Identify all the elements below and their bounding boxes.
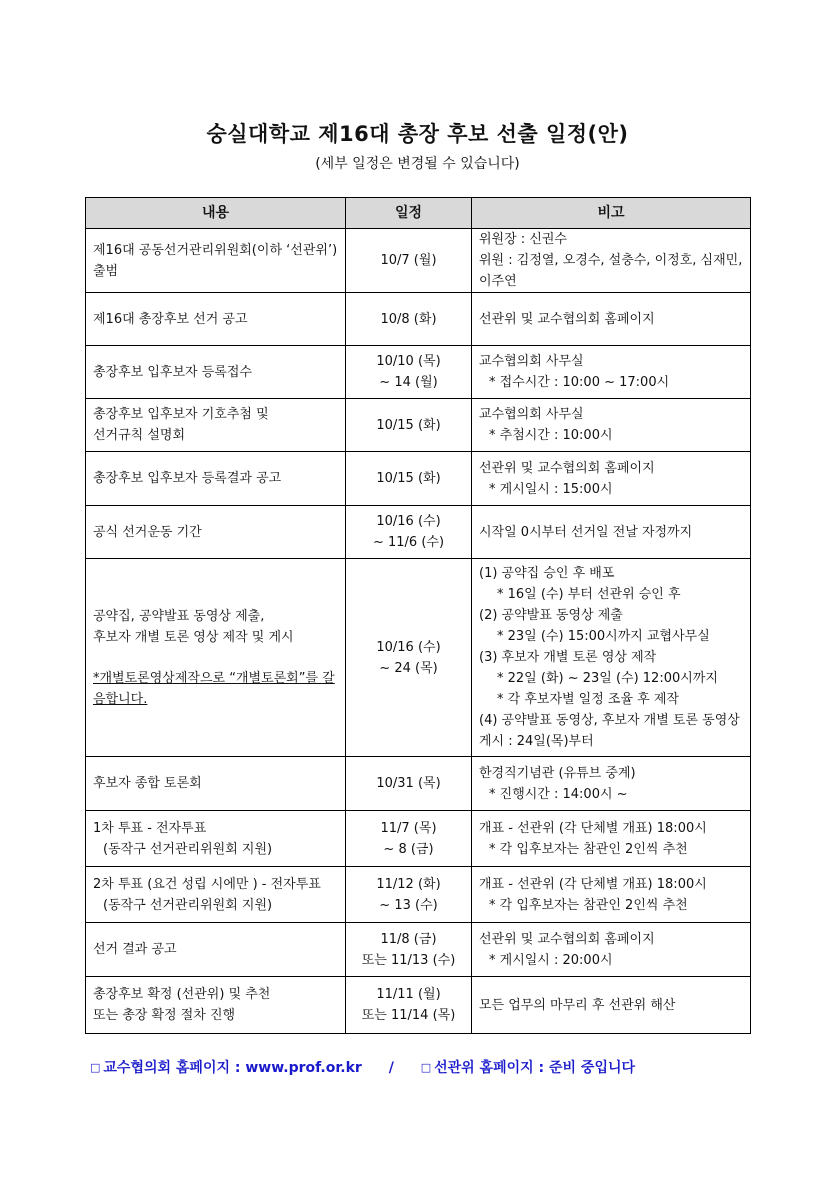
note-line: * 22일 (화) ~ 23일 (수) 12:00시까지 xyxy=(497,671,718,686)
table-row xyxy=(86,399,751,452)
table-row xyxy=(86,293,751,346)
row-content xyxy=(86,559,346,757)
content-line: 총장후보 입후보자 기호추첨 및 xyxy=(93,407,269,422)
date-line: 또는 11/14 (목) xyxy=(361,1008,456,1023)
row-date xyxy=(346,399,472,452)
committee-homepage-text: 선관위 홈페이지 : 준비 중입니다 xyxy=(434,1060,636,1076)
content-line: 총장후보 입후보자 등록결과 공고 xyxy=(93,471,282,486)
date-line: 11/11 (월) xyxy=(376,987,441,1002)
row-date xyxy=(346,559,472,757)
note-line: * 16일 (수) 부터 선관위 승인 후 xyxy=(497,587,681,602)
row-date xyxy=(346,977,472,1034)
row-note xyxy=(472,867,751,923)
table-row xyxy=(86,811,751,867)
row-content xyxy=(86,293,346,346)
note-line: 선관위 및 교수협의회 홈페이지 xyxy=(479,311,655,327)
row-note xyxy=(472,559,751,757)
row-note xyxy=(472,229,751,293)
date-line: 10/8 (화) xyxy=(380,311,437,327)
footer-separator: / xyxy=(388,1060,394,1076)
date-line: 10/10 (목) xyxy=(376,354,441,369)
table-row xyxy=(86,229,751,293)
content-line: 또는 총장 확정 절차 진행 xyxy=(93,1008,236,1023)
square-bullet-icon: □ xyxy=(90,1061,101,1074)
row-date xyxy=(346,757,472,811)
date-line: ~ 24 (목) xyxy=(379,660,438,676)
row-note xyxy=(472,399,751,452)
prof-homepage-link[interactable]: 교수협의회 홈페이지 : www.prof.or.kr xyxy=(103,1060,362,1076)
row-note xyxy=(472,977,751,1034)
date-line: 10/16 (수) xyxy=(376,514,441,529)
note-line: * 각 입후보자는 참관인 2인씩 추천 xyxy=(489,841,688,857)
note-line: 모든 업무의 마무리 후 선관위 해산 xyxy=(479,997,676,1013)
note-line: 위원 : 김정열, 오경수, 설충수, 이정호, 심재민, 이주연 xyxy=(479,253,743,289)
row-date xyxy=(346,867,472,923)
row-content xyxy=(86,229,346,293)
note-line: * 게시일시 : 20:00시 xyxy=(489,952,613,968)
note-line: 선관위 및 교수협의회 홈페이지 xyxy=(479,931,655,947)
footer-links xyxy=(90,1057,635,1077)
content-line: 1차 투표 - 전자투표 xyxy=(93,820,207,836)
table-row xyxy=(86,506,751,559)
square-bullet-icon: □ xyxy=(420,1061,432,1074)
content-line: 선거규칙 설명회 xyxy=(93,428,186,443)
note-line: * 접수시간 : 10:00 ~ 17:00시 xyxy=(489,375,670,390)
document-subtitle: (세부 일정은 변경될 수 있습니다) xyxy=(315,156,520,172)
date-line: 10/16 (수) xyxy=(376,639,441,655)
date-line: ~ 14 (월) xyxy=(379,375,438,390)
row-content xyxy=(86,757,346,811)
note-line: (4) 공약발표 동영상, 후보자 개별 토론 동영상 게시 : 24일(목)부터 xyxy=(479,713,740,749)
note-line: * 각 입후보자는 참관인 2인씩 추천 xyxy=(489,897,688,913)
date-line: 10/15 (화) xyxy=(376,471,441,486)
note-line: * 23일 (수) 15:00시까지 교협사무실 xyxy=(497,629,710,644)
row-note xyxy=(472,811,751,867)
content-line: 공약집, 공약발표 동영상 제출, xyxy=(93,608,265,624)
row-date xyxy=(346,811,472,867)
note-line: 개표 - 선관위 (각 단체별 개표) 18:00시 xyxy=(479,820,707,836)
note-line: 시작일 0시부터 선거일 전날 자정까지 xyxy=(479,524,693,540)
note-line: 교수협의회 사무실 xyxy=(479,354,584,369)
content-line: 후보자 종합 토론회 xyxy=(93,776,202,791)
row-note xyxy=(472,346,751,399)
note-line: 교수협의회 사무실 xyxy=(479,407,584,422)
note-line: 개표 - 선관위 (각 단체별 개표) 18:00시 xyxy=(479,876,707,892)
table-row xyxy=(86,867,751,923)
table-row xyxy=(86,923,751,977)
row-note xyxy=(472,923,751,977)
row-date xyxy=(346,229,472,293)
date-line: 10/7 (월) xyxy=(380,253,437,268)
table-header-row xyxy=(86,198,751,229)
row-content xyxy=(86,506,346,559)
note-line: (2) 공약발표 동영상 제출 xyxy=(479,608,623,623)
note-line: 선관위 및 교수협의회 홈페이지 xyxy=(479,460,655,476)
header-content: 내용 xyxy=(86,198,346,229)
date-line: ~ 8 (금) xyxy=(383,841,434,857)
note-line: 위원장 : 신권수 xyxy=(479,232,567,247)
schedule-table xyxy=(85,197,751,1034)
date-line: 10/15 (화) xyxy=(376,417,441,433)
date-line: 10/31 (목) xyxy=(376,776,441,791)
content-line: 선거 결과 공고 xyxy=(93,942,177,957)
date-line: ~ 11/6 (수) xyxy=(372,535,445,550)
content-line: (동작구 선거관리위원회 지원) xyxy=(103,897,273,913)
content-line: 2차 투표 (요건 성립 시에만 ) - 전자투표 xyxy=(93,876,321,892)
note-line: * 진행시간 : 14:00시 ~ xyxy=(489,786,628,802)
note-line: (3) 후보자 개별 토론 영상 제작 xyxy=(479,650,657,665)
content-note: *개별토론영상제작으로 “개별토론회”를 갈음합니다. xyxy=(93,670,335,707)
row-content xyxy=(86,346,346,399)
content-line: 후보자 개별 토론 영상 제작 및 게시 xyxy=(93,629,294,645)
row-date xyxy=(346,923,472,977)
table-row xyxy=(86,452,751,506)
note-line: (1) 공약집 승인 후 배포 xyxy=(479,566,615,581)
row-date xyxy=(346,506,472,559)
date-line: ~ 13 (수) xyxy=(379,897,438,913)
row-note xyxy=(472,293,751,346)
table-row xyxy=(86,757,751,811)
date-line: 11/12 (화) xyxy=(376,876,441,892)
content-line: (동작구 선거관리위원회 지원) xyxy=(103,841,273,857)
row-note xyxy=(472,506,751,559)
content-line: 공식 선거운동 기간 xyxy=(93,524,202,540)
row-content xyxy=(86,923,346,977)
content-line: 총장후보 입후보자 등록접수 xyxy=(93,364,252,380)
document-title: 숭실대학교 제16대 총장 후보 선출 일정(안) xyxy=(206,122,629,146)
row-content xyxy=(86,452,346,506)
date-line: 11/7 (목) xyxy=(380,820,437,836)
content-line: 총장후보 확정 (선관위) 및 추천 xyxy=(93,987,271,1002)
row-content xyxy=(86,867,346,923)
row-content xyxy=(86,977,346,1034)
row-content xyxy=(86,811,346,867)
table-row xyxy=(86,346,751,399)
row-note xyxy=(472,757,751,811)
header-date: 일정 xyxy=(346,198,472,229)
row-content xyxy=(86,399,346,452)
date-line: 또는 11/13 (수) xyxy=(361,952,456,968)
table-row xyxy=(86,559,751,757)
row-date xyxy=(346,346,472,399)
table-row xyxy=(86,977,751,1034)
date-line: 11/8 (금) xyxy=(380,931,437,947)
note-line: * 추첨시간 : 10:00시 xyxy=(489,428,613,443)
note-line: * 각 후보자별 일정 조율 후 제작 xyxy=(497,692,679,707)
row-date xyxy=(346,293,472,346)
note-line: * 게시일시 : 15:00시 xyxy=(489,481,613,497)
row-date xyxy=(346,452,472,506)
note-line: 한경직기념관 (유튜브 중계) xyxy=(479,765,636,781)
header-note: 비고 xyxy=(472,198,751,229)
content-line: 제16대 총장후보 선거 공고 xyxy=(93,311,248,327)
content-line: 제16대 공동선거관리위원회(이하 ‘선관위’) 출범 xyxy=(93,242,338,279)
row-note xyxy=(472,452,751,506)
